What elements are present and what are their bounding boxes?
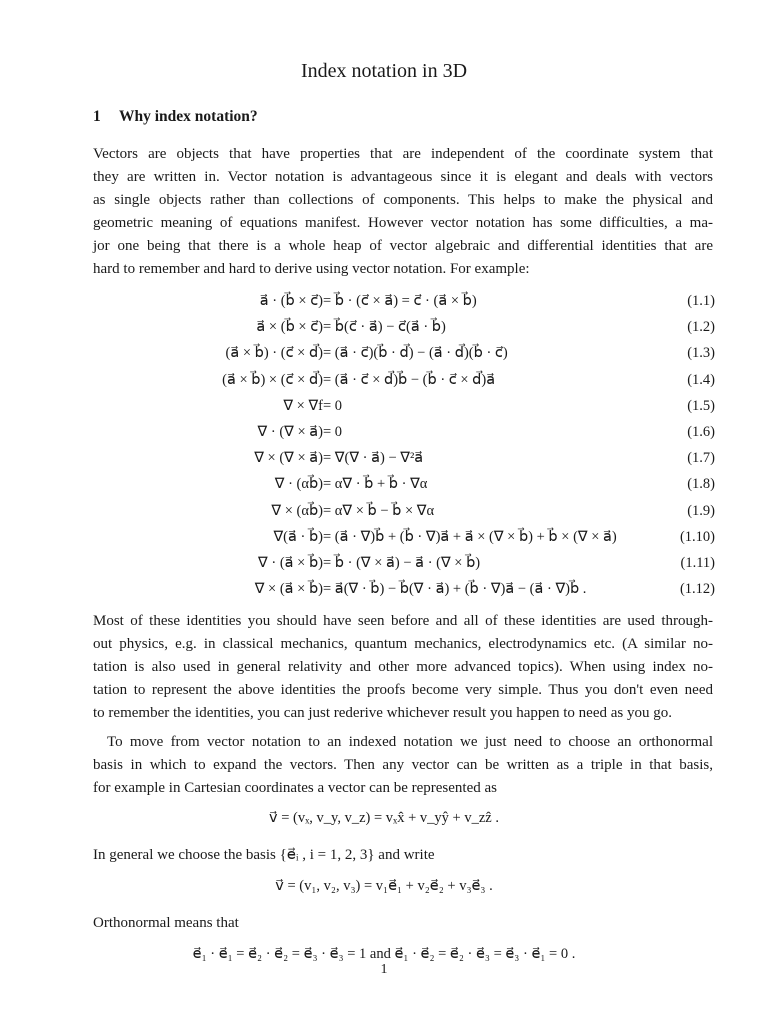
basis-expansion-equation: v⃗ = (v₁, v₂, v₃) = v₁e⃗₁ + v₂e⃗₂ + v₃e⃗₃ . [275,878,493,894]
equation-rhs: = (a⃗ · c⃗ × d⃗)b⃗ − (b⃗ · c⃗ × d⃗)a⃗ [323,371,496,388]
paragraph-line: tation to represent the above identities the proofs become very simple. Thus you don't even need [93,682,713,698]
equation-number: (1.6) [687,423,715,440]
equation-rhs: = 0 [323,423,343,440]
equation-row [93,576,715,602]
paragraph-line: to remember the identities, you can just rederive whichever result you happen to need as you go. [93,705,672,721]
equation-row [93,550,715,576]
paragraph-line: as single objects rather than collections of components. This helps to make the physical and [93,192,713,208]
orthonormal-equation: e⃗₁ · e⃗₁ = e⃗₂ · e⃗₂ = e⃗₃ · e⃗₃ = 1 and e⃗₁ · e⃗₂ = e⃗₂ · e⃗₃ = e⃗₃ · e⃗₁ = 0 . [192,946,576,962]
paragraph-line: To move from vector notation to an indexed notation we just need to choose an orthonormal [107,734,713,750]
equation-row [93,419,715,445]
equation-lhs: (a⃗ × b⃗) × (c⃗ × d⃗) [222,371,323,388]
orthonormal-text [93,912,713,935]
paragraph-line: In general we choose the basis {e⃗ᵢ , i = 1, 2, 3} and write [93,847,435,863]
equation-lhs: ∇ × (a⃗ × b⃗) [254,581,323,598]
equation-rhs: = 0 [323,397,343,414]
equation-lhs: a⃗ · (b⃗ × c⃗) [259,293,323,309]
intro-paragraph [93,143,713,281]
equation-row [93,393,715,419]
paragraph-line: hard to remember and hard to derive using vector notation. For example: [93,261,530,277]
paragraph-line: Vectors are objects that have properties that are independent of the coordinate system that [93,146,713,162]
equation-lhs: (a⃗ × b⃗) · (c⃗ × d⃗) [225,345,323,362]
equation-row [93,498,715,524]
equation-lhs: ∇(a⃗ · b⃗) [273,528,323,545]
equation-number: (1.11) [680,554,715,571]
paragraph-line: tation is also used in general relativity and other more advanced topics). When using index no- [93,659,713,675]
equation-row [93,340,715,366]
paragraph-line: basis in which to expand the vectors. Then any vector can be written as a triple in that basis, [93,757,713,773]
equation-number: (1.12) [679,581,715,598]
equation-row [93,471,715,497]
section-number: 1 [93,108,101,125]
equation-rhs: = α∇ · b⃗ + b⃗ · ∇α [323,476,428,493]
paragraph-line: out physics, e.g. in classical mechanics, quantum mechanics, electrodynamics etc. (A similar no- [93,636,713,652]
equation-rhs: = b⃗(c⃗ · a⃗) − c⃗(a⃗ · b⃗) [323,319,446,336]
equation-rhs: = (a⃗ · ∇)b⃗ + (b⃗ · ∇)a⃗ + a⃗ × (∇ × b⃗) + b⃗ × (∇ × a⃗) [323,528,617,545]
paragraph-line: Most of these identities you should have seen before and all of these identities are used through- [93,613,713,629]
equation-row [93,367,715,393]
equation-lhs: ∇ · (∇ × a⃗) [257,423,323,440]
equation-number: (1.3) [687,345,715,362]
equation-lhs: ∇ · (αb⃗) [274,476,323,493]
equation-number: (1.8) [687,476,715,493]
equation-lhs: a⃗ × (b⃗ × c⃗) [256,319,323,336]
equation-rhs: = b⃗ · (∇ × a⃗) − a⃗ · (∇ × b⃗) [323,554,481,571]
equation-number: (1.10) [679,528,715,545]
equation-number: (1.5) [687,397,715,414]
identities-paragraph [93,610,713,725]
cartesian-equation: v⃗ = (vₓ, v_y, v_z) = vₓx̂ + v_yŷ + v_zẑ . [269,810,499,826]
equation-row [93,445,715,471]
paragraph-line: they are written in. Vector notation is advantageous since it is elegant and deals with vectors [93,169,713,185]
equation-lhs: ∇ × (αb⃗) [271,502,323,519]
section-heading [93,108,258,126]
equation-row [93,314,715,340]
paragraph-line: for example in Cartesian coordinates a vector can be represented as [93,780,497,796]
document-title: Index notation in 3D [300,60,468,82]
equation-lhs: ∇ × ∇f [283,397,323,414]
equation-number: (1.1) [687,293,715,309]
equation-number: (1.4) [687,371,715,388]
equation-rhs: = ∇(∇ · a⃗) − ∇²a⃗ [323,450,424,467]
equation-number: (1.2) [687,319,715,336]
equation-rhs: = α∇ × b⃗ − b⃗ × ∇α [323,502,435,519]
paragraph-line: jor one being that there is a whole heap of vector algebraic and differential identities that are [93,238,713,254]
identity-equations [93,288,715,602]
paragraph-line: Orthonormal means that [93,915,239,931]
equation-rhs: = a⃗(∇ · b⃗) − b⃗(∇ · a⃗) + (b⃗ · ∇)a⃗ − (a⃗ · ∇)b⃗ . [323,581,587,598]
equation-row [93,524,715,550]
equation-rhs: = (a⃗ · c⃗)(b⃗ · d⃗) − (a⃗ · d⃗)(b⃗ · c⃗) [323,345,508,362]
page-number: 1 [380,962,388,977]
equation-row [93,288,715,314]
paragraph-line: geometric meaning of equations manifest. However vector notation has some difficulties, a ma- [93,215,713,231]
section-title: Why index notation? [119,108,258,125]
basis-paragraph [93,731,713,800]
equation-rhs: = b⃗ · (c⃗ × a⃗) = c⃗ · (a⃗ × b⃗) [323,293,477,309]
equation-number: (1.9) [687,502,715,519]
general-basis-text [93,844,713,867]
equation-number: (1.7) [687,450,715,467]
equation-lhs: ∇ × (∇ × a⃗) [254,450,323,467]
equation-lhs: ∇ · (a⃗ × b⃗) [258,554,323,571]
